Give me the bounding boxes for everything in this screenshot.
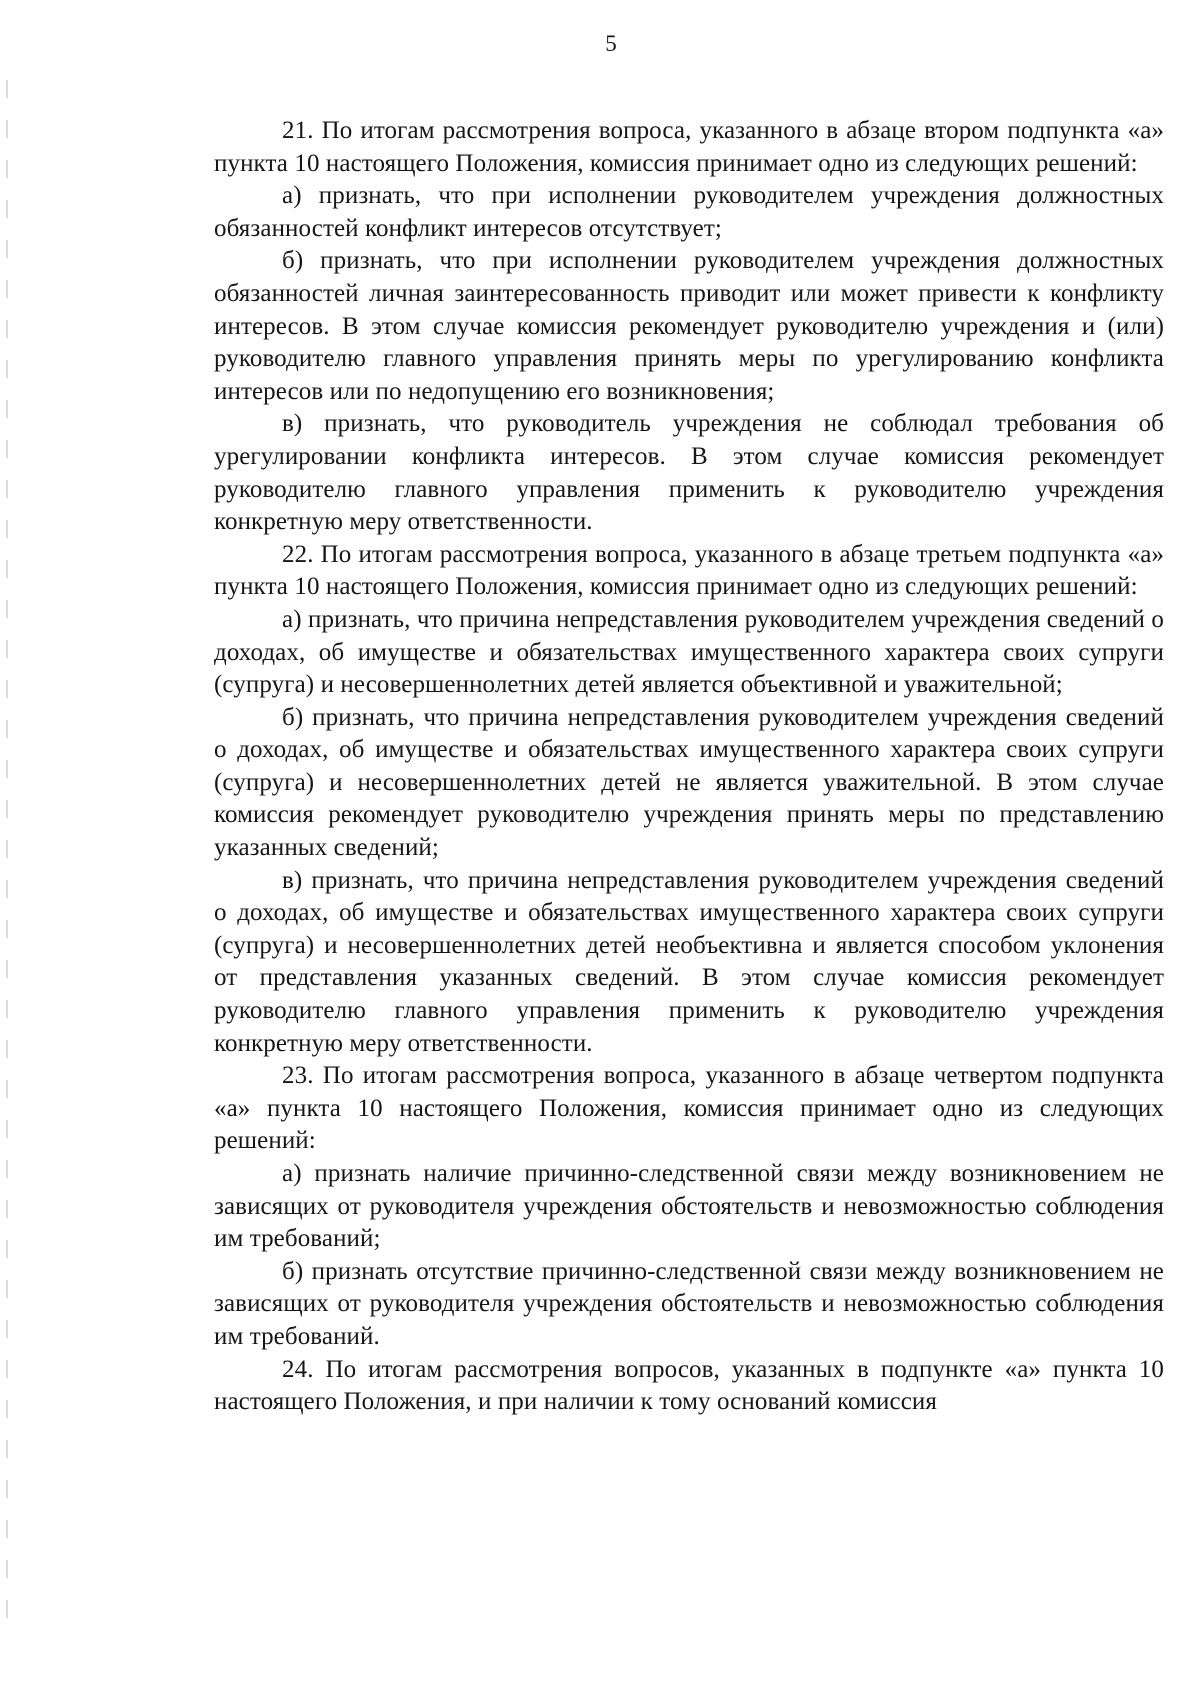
paragraph-21: 21. По итогам рассмотрения вопроса, указанного в абзаце втором подпункта «а» пункта 10 настоящего Положения, комиссия принимает одно из следующих решений: xyxy=(214,117,1164,177)
paragraph-21-a: а) признать, что при исполнении руководителем учреждения должностных обязанностей конфликт интересов отсутствует; xyxy=(214,182,1164,242)
paragraph-23: 23. По итогам рассмотрения вопроса, указанного в абзаце четвертом подпункта «а» пункта 10 настоящего Положения, комиссия принимает одно из следующих решений: xyxy=(214,1062,1164,1155)
paragraph-22-v: в) признать, что причина непредставления руководителем учреждения сведений о доходах, об имуществе и обязательствах имущественного характера своих супруги (супруга) и несовершеннолетних детей необъективна и является способом уклонения от представления указанных сведений. В этом случае комиссия рекомендует руководителю главного управления применить к руководителю учреждения конкретную меру ответственности. xyxy=(214,866,1164,1057)
paragraph-23-b: б) признать отсутствие причинно-следственной связи между возникновением не зависящих от руководителя учреждения обстоятельств и невозможностью соблюдения им требований. xyxy=(214,1257,1164,1350)
document-body xyxy=(214,115,1164,1419)
paragraph-21-v: в) признать, что руководитель учреждения не соблюдал требования об урегулировании конфликта интересов. В этом случае комиссия рекомендует руководителю главного управления применить к руководителю учреждения конкретную меру ответственности. xyxy=(214,410,1164,536)
scan-edge-artifact xyxy=(6,80,8,1640)
paragraph-23-a: а) признать наличие причинно-следственной связи между возникновением не зависящих от руководителя учреждения обстоятельств и невозможностью соблюдения им требований; xyxy=(214,1160,1164,1253)
paragraph-22-b: б) признать, что причина непредставления руководителем учреждения сведений о доходах, об имуществе и обязательствах имущественного характера своих супруги (супруга) и несовершеннолетних детей не является уважительной. В этом случае комиссия рекомендует руководителю учреждения принять меры по представлению указанных сведений; xyxy=(214,703,1164,862)
paragraph-21-b: б) признать, что при исполнении руководителем учреждения должностных обязанностей личная заинтересованность приводит или может привести к конфликту интересов. В этом случае комиссия рекомендует руководителю учреждения и (или) руководителю главного управления принять меры по урегулированию конфликта интересов или по недопущению его возникновения; xyxy=(214,247,1164,405)
page-number: 5 xyxy=(605,31,617,56)
paragraph-22-a: а) признать, что причина непредставления руководителем учреждения сведений о доходах, об имуществе и обязательствах имущественного характера своих супруги (супруга) и несовершеннолетних детей является объективной и уважительной; xyxy=(214,605,1164,699)
paragraph-24: 24. По итогам рассмотрения вопросов, указанных в подпункте «а» пункта 10 настоящего Положения, и при наличии к тому оснований комиссия xyxy=(214,1355,1164,1416)
paragraph-22: 22. По итогам рассмотрения вопроса, указанного в абзаце третьем подпункта «а» пункта 10 настоящего Положения, комиссия принимает одно из следующих решений: xyxy=(214,540,1164,601)
